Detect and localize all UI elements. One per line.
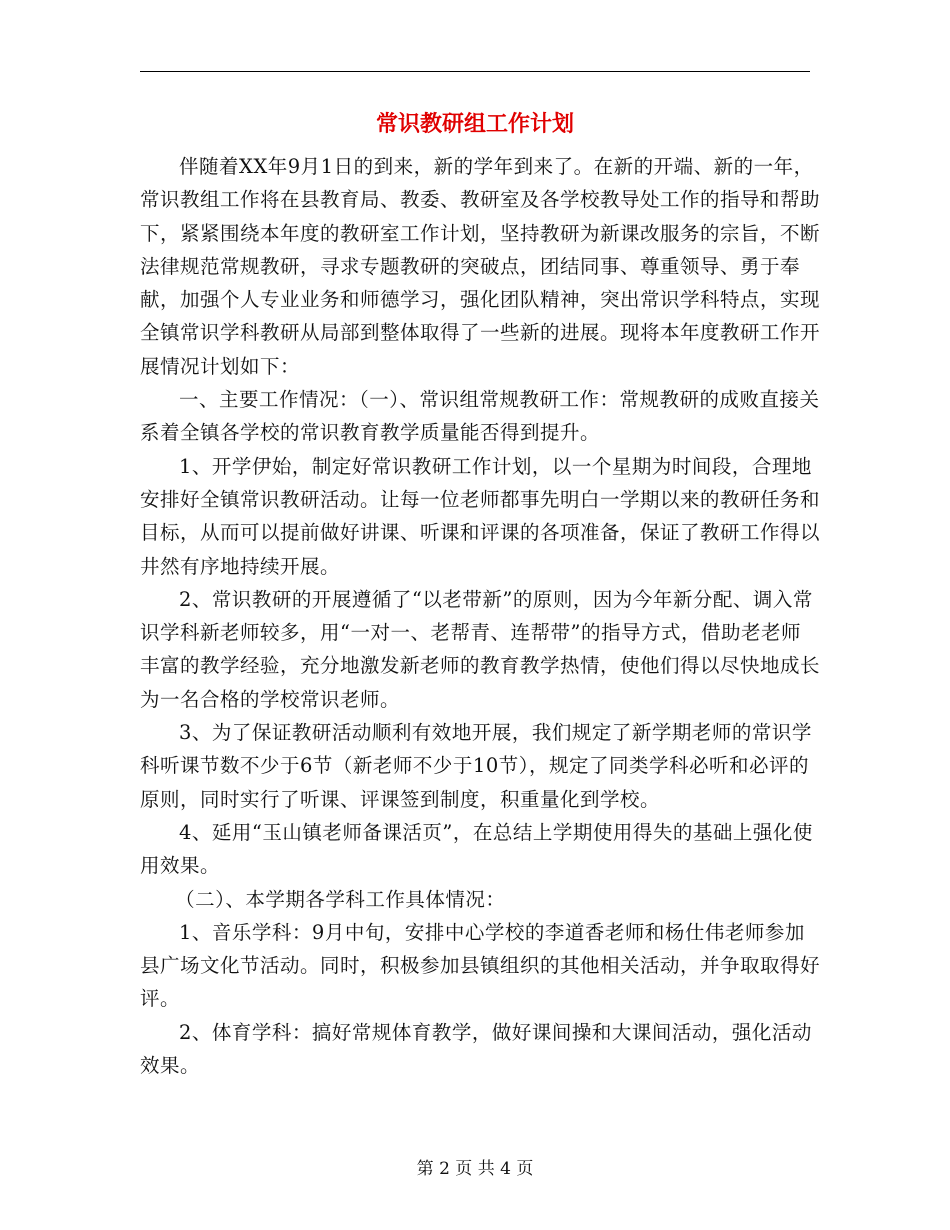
paragraph-item-3: 3、为了保证教研活动顺利有效地开展，我们规定了新学期老师的常识学科听课节数不少于6节（新老师不少于10节），规定了同类学科必听和必评的原则，同时实行了听课、评课签到制度，积重量化到学校。 <box>140 721 812 811</box>
paragraph-main-work: 一、主要工作情况：（一）、常识组常规教研工作：常规教研的成败直接关系着全镇各学校的常识教育教学质量能否得到提升。 <box>140 388 820 445</box>
header-rule <box>140 71 810 72</box>
paragraph-section-2: （二）、本学期各学科工作具体情况： <box>175 887 506 911</box>
document-title: 常识教研组工作计划 <box>375 111 574 137</box>
paragraph-item-2: 2、常识教研的开展遵循了“以老带新”的原则，因为今年新分配、调入常识学科新老师较多，用“一对一、老帮青、连帮带”的指导方式，借助老老师丰富的教学经验，充分地激发新老师的教育教学热情，使他们得以尽快地成长为一名合格的学校常识老师。 <box>140 587 821 711</box>
paragraph-music: 1、音乐学科：9月中旬，安排中心学校的李道香老师和杨仕伟老师参加县广场文化节活动。同时，积极参加县镇组织的其他相关活动，并争取取得好评。 <box>140 920 821 1011</box>
page-number-footer: 第 2 页 共 4 页 <box>416 1159 534 1179</box>
paragraph-item-1: 1、开学伊始，制定好常识教研工作计划，以一个星期为时间段，合理地安排好全镇常识教研活动。让每一位老师都事先明白一学期以来的教研任务和目标，从而可以提前做好讲课、听课和评课的各项准备，保证了教研工作得以井然有序地持续开展。 <box>140 454 821 578</box>
paragraph-intro: 伴随着XX年9月1日的到来，新的学年到来了。在新的开端、新的一年，常识教组工作将在县教育局、教委、教研室及各学校教导处工作的指导和帮助下，紧紧围绕本年度的教研室工作计划，坚持教研为新课改服务的宗旨，不断法律规范常规教研，寻求专题教研的突破点，团结同事、尊重领导、勇于奉献，加强个人专业业务和师德学习，强化团队精神，突出常识学科特点，实现全镇常识学科教研从局部到整体取得了一些新的进展。现将本年度教研工作开展情况计划如下： <box>140 155 821 378</box>
document-body <box>140 150 820 1082</box>
paragraph-item-4: 4、延用“玉山镇老师备课活页”，在总结上学期使用得失的基础上强化使用效果。 <box>140 820 813 878</box>
paragraph-pe: 2、体育学科：搞好常规体育教学，做好课间操和大课间活动，强化活动效果。 <box>140 1020 812 1078</box>
